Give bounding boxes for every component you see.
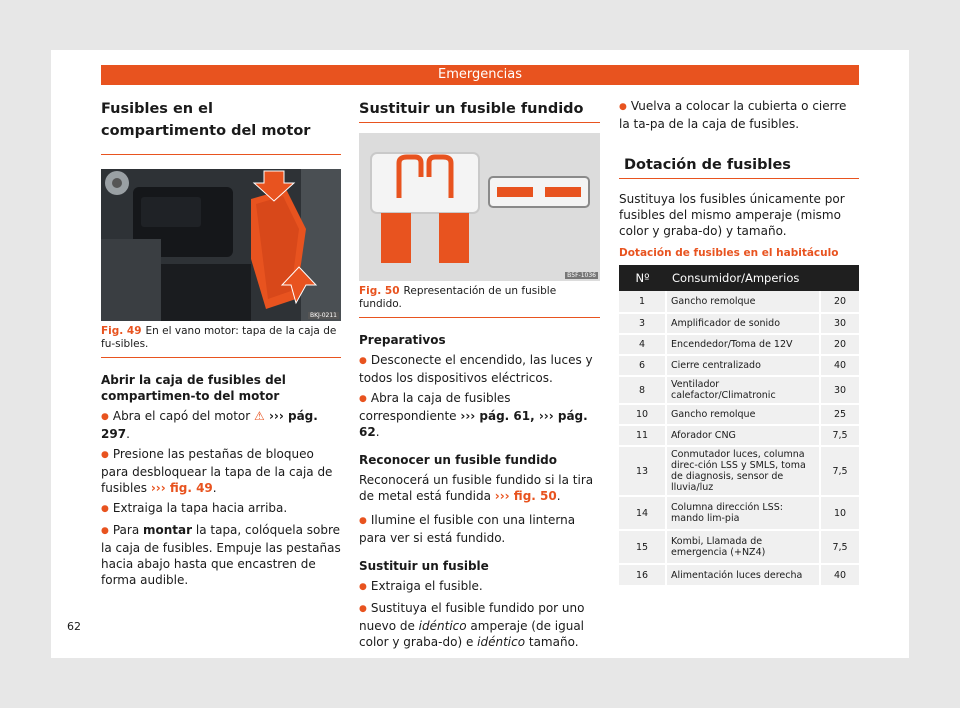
table-row xyxy=(619,313,859,334)
consumer-cell: Amplificador de sonido xyxy=(666,313,820,334)
amperage-cell: 20 xyxy=(820,291,859,313)
fuse-number-cell: 14 xyxy=(619,496,666,530)
consumer-cell: Gancho remolque xyxy=(666,291,820,313)
table-row xyxy=(619,446,859,496)
bullet-item: ● Abra la caja de fusibles correspondiente ››› pág. 61, ››› pág. 62. xyxy=(359,390,600,440)
fuse-number-cell: 8 xyxy=(619,376,666,404)
figure-reference-link[interactable]: ››› fig. 50 xyxy=(494,489,557,503)
consumer-cell: Ventilador calefactor/Climatronic xyxy=(666,376,820,404)
figure-label: Fig. 50 xyxy=(359,285,400,297)
table-header-row xyxy=(619,265,859,291)
consumer-cell: Kombi, Llamada de emergencia (+NZ4) xyxy=(666,530,820,564)
consumer-cell: Encendedor/Toma de 12V xyxy=(666,334,820,355)
figure-code: B5F-1036 xyxy=(567,272,596,279)
column-header-number: Nº xyxy=(619,265,666,291)
fuse-number-cell: 16 xyxy=(619,564,666,586)
bullet-item: ● Presione las pestañas de bloqueo para desbloquear la tapa de la caja de fusibles ››› fig. 49. xyxy=(101,446,341,496)
engine-photo-illustration xyxy=(101,169,341,321)
bullet-item: ● Extraiga el fusible. xyxy=(359,578,600,596)
amperage-cell: 7,5 xyxy=(820,425,859,446)
table-row xyxy=(619,425,859,446)
figure-caption-text: En el vano motor: tapa de la caja de fu-sibles. xyxy=(101,325,337,350)
table-row xyxy=(619,404,859,425)
amperage-cell: 40 xyxy=(820,564,859,586)
bullet-item: ● Vuelva a colocar la cubierta o cierre la ta-pa de la caja de fusibles. xyxy=(619,98,859,132)
bullet-item: ● Para montar la tapa, colóquela sobre la caja de fusibles. Empuje las pestañas hacia abajo hasta que encastren de forma audible. xyxy=(101,522,341,588)
amperage-cell: 7,5 xyxy=(820,530,859,564)
subheading: Preparativos xyxy=(359,333,446,347)
table-row xyxy=(619,496,859,530)
table-row xyxy=(619,334,859,355)
amperage-cell: 30 xyxy=(820,376,859,404)
table-title: Dotación de fusibles en el habitáculo xyxy=(619,247,839,259)
fuse-number-cell: 15 xyxy=(619,530,666,564)
amperage-cell: 7,5 xyxy=(820,446,859,496)
fuse-number-cell: 6 xyxy=(619,355,666,376)
fuse-number-cell: 10 xyxy=(619,404,666,425)
fuse-table xyxy=(619,265,859,587)
paragraph: Sustituya los fusibles únicamente por fusibles del mismo amperaje (mismo color y graba-do) y tamaño. xyxy=(619,192,845,238)
amperage-cell: 10 xyxy=(820,496,859,530)
consumer-cell: Aforador CNG xyxy=(666,425,820,446)
section-title: Sustituir un fusible fundido xyxy=(359,98,600,123)
figure-caption xyxy=(101,325,341,358)
consumer-cell: Alimentación luces derecha xyxy=(666,564,820,586)
consumer-cell: Columna dirección LSS: mando lim-pia xyxy=(666,496,820,530)
fuse-number-cell: 1 xyxy=(619,291,666,313)
bullet-item: ● Sustituya el fusible fundido por uno nuevo de idéntico amperaje (de igual color y graba-do) e idéntico tamaño. xyxy=(359,600,600,650)
amperage-cell: 30 xyxy=(820,313,859,334)
fuse-number-cell: 13 xyxy=(619,446,666,496)
table-row xyxy=(619,355,859,376)
subtitle: Abrir la caja de fusibles del compartimen-to del motor xyxy=(101,373,286,403)
section-header: Emergencias xyxy=(101,65,859,85)
warning-icon: ⚠ xyxy=(254,409,265,423)
amperage-cell: 20 xyxy=(820,334,859,355)
figure-code: BKJ-0211 xyxy=(309,312,337,319)
right-column xyxy=(619,98,859,587)
page-reference-link[interactable]: ››› pág. 61, ››› pág. 62 xyxy=(359,409,588,439)
bullet-item: ● Abra el capó del motor ⚠ ››› pág. 297. xyxy=(101,408,341,442)
subheading: Sustituir un fusible xyxy=(359,559,489,573)
fuse-number-cell: 4 xyxy=(619,334,666,355)
amperage-cell: 25 xyxy=(820,404,859,425)
consumer-cell: Cierre centralizado xyxy=(666,355,820,376)
page-number: 62 xyxy=(67,620,81,633)
table-row xyxy=(619,564,859,586)
fuse-number-cell: 3 xyxy=(619,313,666,334)
section-title: Dotación de fusibles xyxy=(619,154,859,179)
figure-reference-link[interactable]: ››› fig. 49 xyxy=(150,481,213,495)
subheading: Reconocer un fusible fundido xyxy=(359,453,558,467)
table-row xyxy=(619,376,859,404)
page-reference-link[interactable]: ››› pág. 297 xyxy=(101,409,318,441)
fuse-number-cell: 11 xyxy=(619,425,666,446)
middle-column xyxy=(359,98,600,650)
section-title: Fusibles en el compartimento del motor xyxy=(101,98,341,155)
blown-fuse-illustration xyxy=(359,133,600,281)
consumer-cell: Gancho remolque xyxy=(666,404,820,425)
bullet-item: ● Extraiga la tapa hacia arriba. xyxy=(101,500,341,518)
figure-caption-text: Representación de un fusible fundido. xyxy=(359,285,557,310)
bullet-item: ● Ilumine el fusible con una linterna para ver si está fundido. xyxy=(359,512,600,546)
figure-label: Fig. 49 xyxy=(101,325,142,337)
engine-fusebox-photo xyxy=(101,169,341,321)
fuse-drawing xyxy=(359,133,600,281)
table-row xyxy=(619,530,859,564)
table-row xyxy=(619,291,859,313)
left-column xyxy=(101,98,341,588)
consumer-cell: Conmutador luces, columna direc-ción LSS y SMLS, toma de diagnosis, sensor de lluvia/luz xyxy=(666,446,820,496)
amperage-cell: 40 xyxy=(820,355,859,376)
figure-caption xyxy=(359,285,600,318)
bullet-item: ● Desconecte el encendido, las luces y todos los dispositivos eléctricos. xyxy=(359,352,600,386)
paragraph: Reconocerá un fusible fundido si la tira de metal está fundida ››› fig. 50. xyxy=(359,473,594,503)
column-header-consumer: Consumidor/Amperios xyxy=(666,265,859,291)
